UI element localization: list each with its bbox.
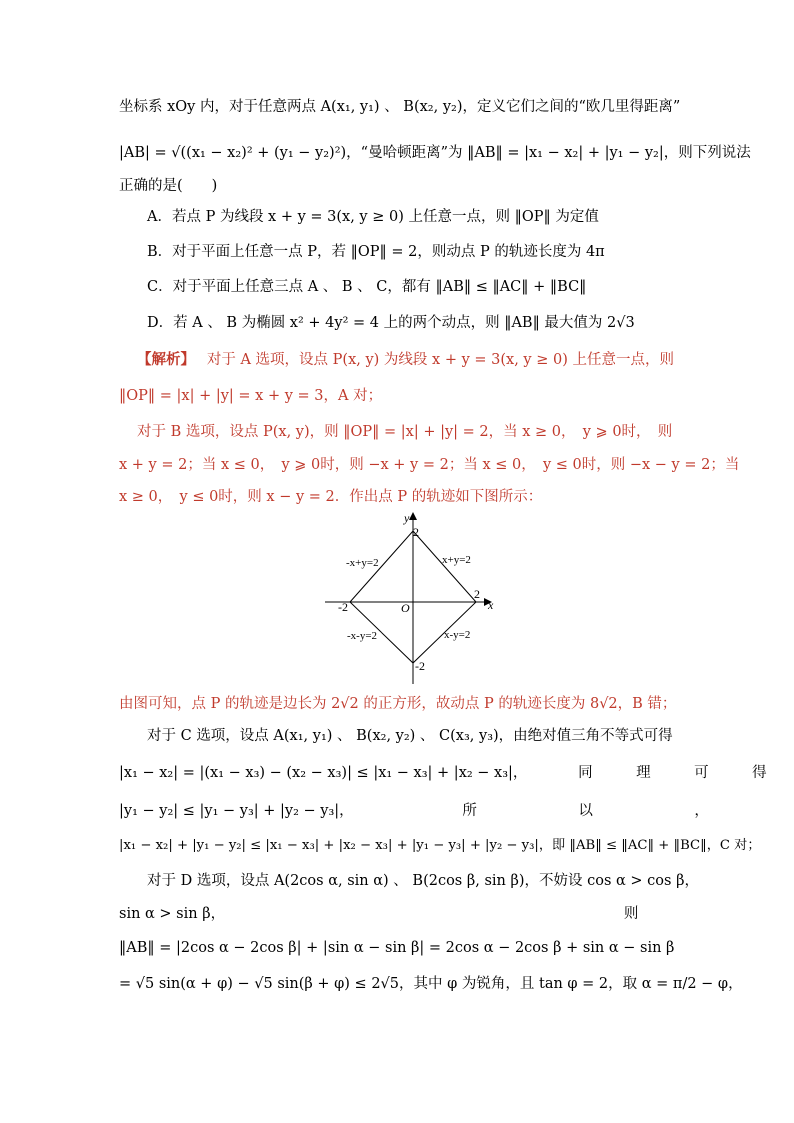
locus-figure (320, 508, 500, 686)
option-a: A．若点 P 为线段 x + y = 3(x, y ≥ 0) 上任意一点，则 ‖OP‖ 为定值 (147, 209, 599, 225)
analysis-line-10: |x₁ − x₂| + |y₁ − y₂| ≤ |x₁ − x₃| + |x₂ − x₃| + |y₁ − y₃| + |y₂ − y₃|，即 ‖AB‖ ≤ ‖AC‖ + ‖BC‖，C 对； (119, 838, 761, 853)
analysis-line-12: sin α > sin β， 则 (119, 906, 639, 922)
tick-top: 2 (413, 525, 419, 539)
tick-left: -2 (338, 600, 348, 614)
label-x-plus-y: x+y=2 (442, 554, 471, 566)
analysis-line-1 (137, 350, 674, 370)
analysis-line-11: 对于 D 选项，设点 A(2cos α, sin α) 、 B(2cos β, sin β)，不妨设 cos α > cos β， (147, 873, 699, 889)
tick-right: 2 (474, 587, 480, 601)
analysis-line-14: = √5 sin(α + φ) − √5 sin(β + φ) ≤ 2√5，其中 φ 为锐角，且 tan φ = 2，取 α = π/2 − φ， (119, 976, 743, 992)
analysis-line-7: 对于 C 选项，设点 A(x₁, y₁) 、 B(x₂, y₂) 、 C(x₃, y₃)，由绝对值三角不等式可得 (147, 728, 673, 744)
analysis-line-8: |x₁ − x₂| = |(x₁ − x₃) − (x₂ − x₃)| ≤ |x₁ − x₃| + |x₂ − x₃|， 同 理 可 得 (119, 765, 767, 781)
analysis-line-2: ‖OP‖ = |x| + |y| = x + y = 3，A 对； (119, 388, 383, 404)
option-b: B．对于平面上任意一点 P，若 ‖OP‖ = 2，则动点 P 的轨迹长度为 4π (147, 244, 605, 260)
tick-bottom: -2 (415, 659, 425, 673)
analysis-line-3: 对于 B 选项，设点 P(x, y)，则 ‖OP‖ = |x| + |y| = 2，当 x ≥ 0， y ⩾ 0时， 则 (137, 424, 673, 440)
analysis-line-5: x ≥ 0， y ≤ 0时，则 x − y = 2．作出点 P 的轨迹如下图所示： (119, 489, 543, 505)
y-axis-label: y (404, 511, 410, 525)
analysis-line-13: ‖AB‖ = |2cos α − 2cos β| + |sin α − sin β| = 2cos α − 2cos β + sin α − sin β (119, 940, 675, 956)
analysis-line-9: |y₁ − y₂| ≤ |y₁ − y₃| + |y₂ − y₃|， 所 以 ， (119, 803, 709, 819)
origin-label: O (401, 601, 410, 615)
label-neg-x-minus-y: -x-y=2 (347, 630, 378, 642)
label-neg-x-plus-y: -x+y=2 (346, 557, 379, 569)
problem-line-2: |AB| = √((x₁ − x₂)² + (y₁ − y₂)²)，“曼哈顿距离”为 ‖AB‖ = |x₁ − x₂| + |y₁ − y₂|，则下列说法 (119, 145, 751, 161)
analysis-tag: 【解析】 (137, 351, 188, 368)
label-x-minus-y: x-y=2 (444, 629, 471, 641)
x-axis-label: x (488, 598, 494, 612)
analysis-text-a: 对于 A 选项，设点 P(x, y) 为线段 x + y = 3(x, y ≥ 0) 上任意一点，则 (206, 352, 674, 368)
analysis-line-6: 由图可知，点 P 的轨迹是边长为 2√2 的正方形，故动点 P 的轨迹长度为 8√2，B 错； (119, 696, 677, 712)
option-d: D．若 A 、 B 为椭圆 x² + 4y² = 4 上的两个动点，则 ‖AB‖ 最大值为 2√3 (147, 315, 635, 331)
problem-line-1: 坐标系 xOy 内，对于任意两点 A(x₁, y₁) 、 B(x₂, y₂)，定义它们之间的“欧几里得距离” (119, 99, 681, 115)
problem-line-3: 正确的是( ) (119, 178, 218, 194)
option-c: C．对于平面上任意三点 A 、 B 、 C，都有 ‖AB‖ ≤ ‖AC‖ + ‖BC‖ (147, 279, 587, 295)
analysis-line-4: x + y = 2；当 x ≤ 0， y ⩾ 0时，则 −x + y = 2；当 x ≤ 0， y ≤ 0时，则 −x − y = 2；当 (119, 457, 740, 473)
